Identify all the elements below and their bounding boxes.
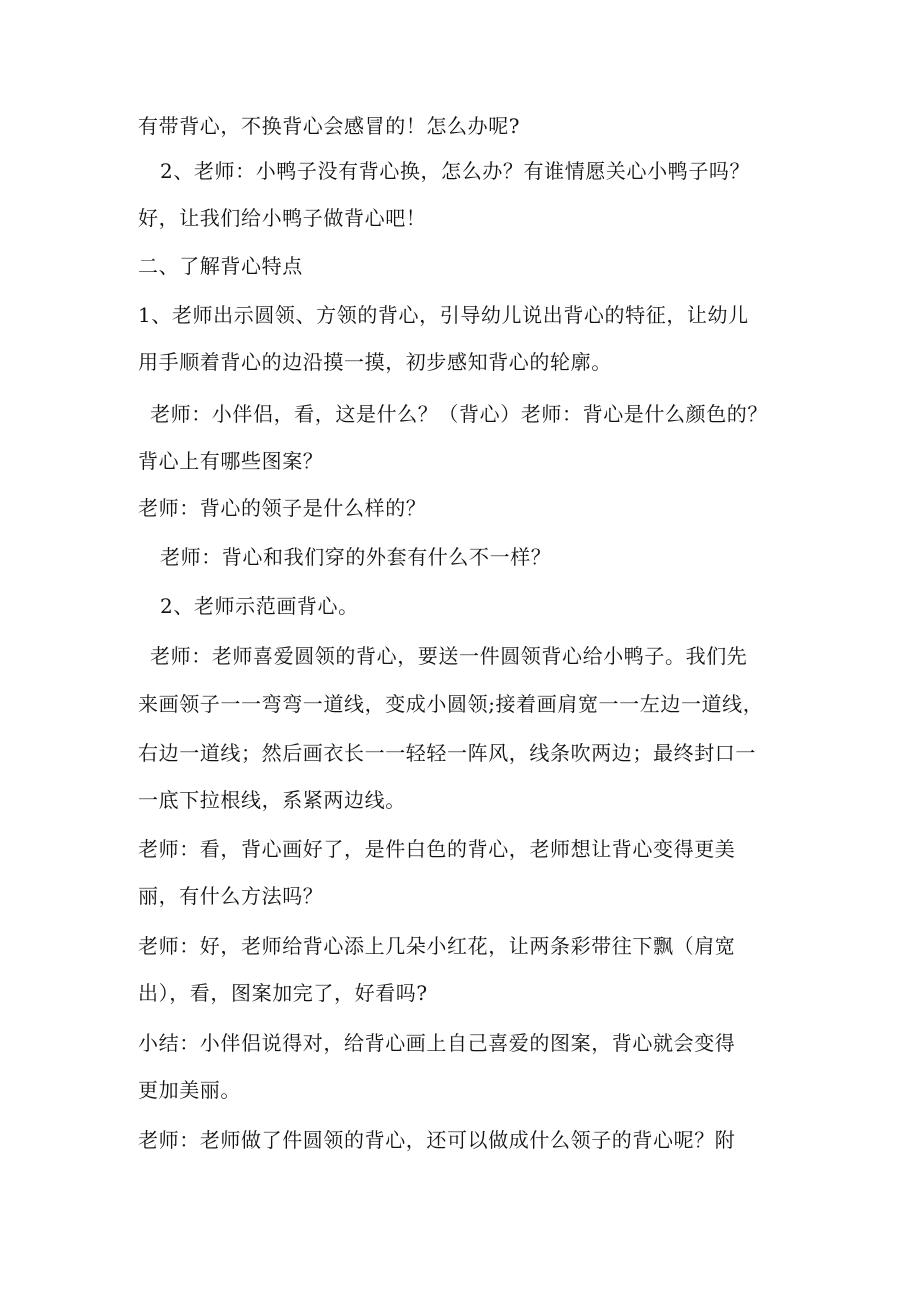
- text-line: 老师：小伴侣，看，这是什么？（背心）老师：背心是什么颜色的？: [150, 402, 768, 426]
- text-line: 2、老师示范画背心。: [160, 594, 359, 618]
- section-heading: 二、了解背心特点: [138, 254, 303, 278]
- text-line: 2、老师：小鸭子没有背心换，怎么办？有谁情愿关心小鸭子吗？: [160, 159, 751, 183]
- text-line: 老师：老师做了件圆领的背心，还可以做成什么领子的背心呢？附: [138, 1128, 736, 1152]
- text-line: 右边一道线；然后画衣长一一轻轻一阵风，线条吹两边；最终封口一: [138, 741, 756, 765]
- text-line: 老师：老师喜爱圆领的背心，要送一件圆领背心给小鸭子。我们先: [150, 644, 748, 668]
- text-line: 老师：背心的领子是什么样的？: [138, 496, 427, 520]
- text-line: 一底下拉根线，系紧两边线。: [138, 788, 406, 812]
- text-line: 更加美丽。: [138, 1078, 241, 1102]
- text-line: 背心上有哪些图案？: [138, 449, 324, 473]
- text-line: 出），看，图案加完了，好看吗?: [138, 981, 428, 1005]
- text-line: 好，让我们给小鸭子做背心吧！: [138, 206, 427, 230]
- text-line: 老师：好，老师给背心添上几朵小红花，让两条彩带往下飘（肩宽: [138, 934, 736, 958]
- text-line: 老师：看，背心画好了，是件白色的背心，老师想让背心变得更美: [138, 837, 736, 861]
- text-line: 用手顺着背心的边沿摸一摸，初步感知背心的轮廓。: [138, 350, 612, 374]
- text-line: 来画领子一一弯弯一道线，变成小圆领;接着画肩宽一一左边一道线，: [138, 692, 764, 716]
- text-line: 丽，有什么方法吗？: [138, 884, 324, 908]
- text-line: 1、老师出示圆领、方领的背心，引导幼儿说出背心的特征，让幼儿: [138, 303, 749, 327]
- text-line: 老师：背心和我们穿的外套有什么不一样？: [160, 545, 552, 569]
- text-line: 有带背心，不换背心会感冒的！怎么办呢?: [138, 114, 521, 138]
- text-line: 小结：小伴侣说得对，给背心画上自己喜爱的图案，背心就会变得: [138, 1031, 736, 1055]
